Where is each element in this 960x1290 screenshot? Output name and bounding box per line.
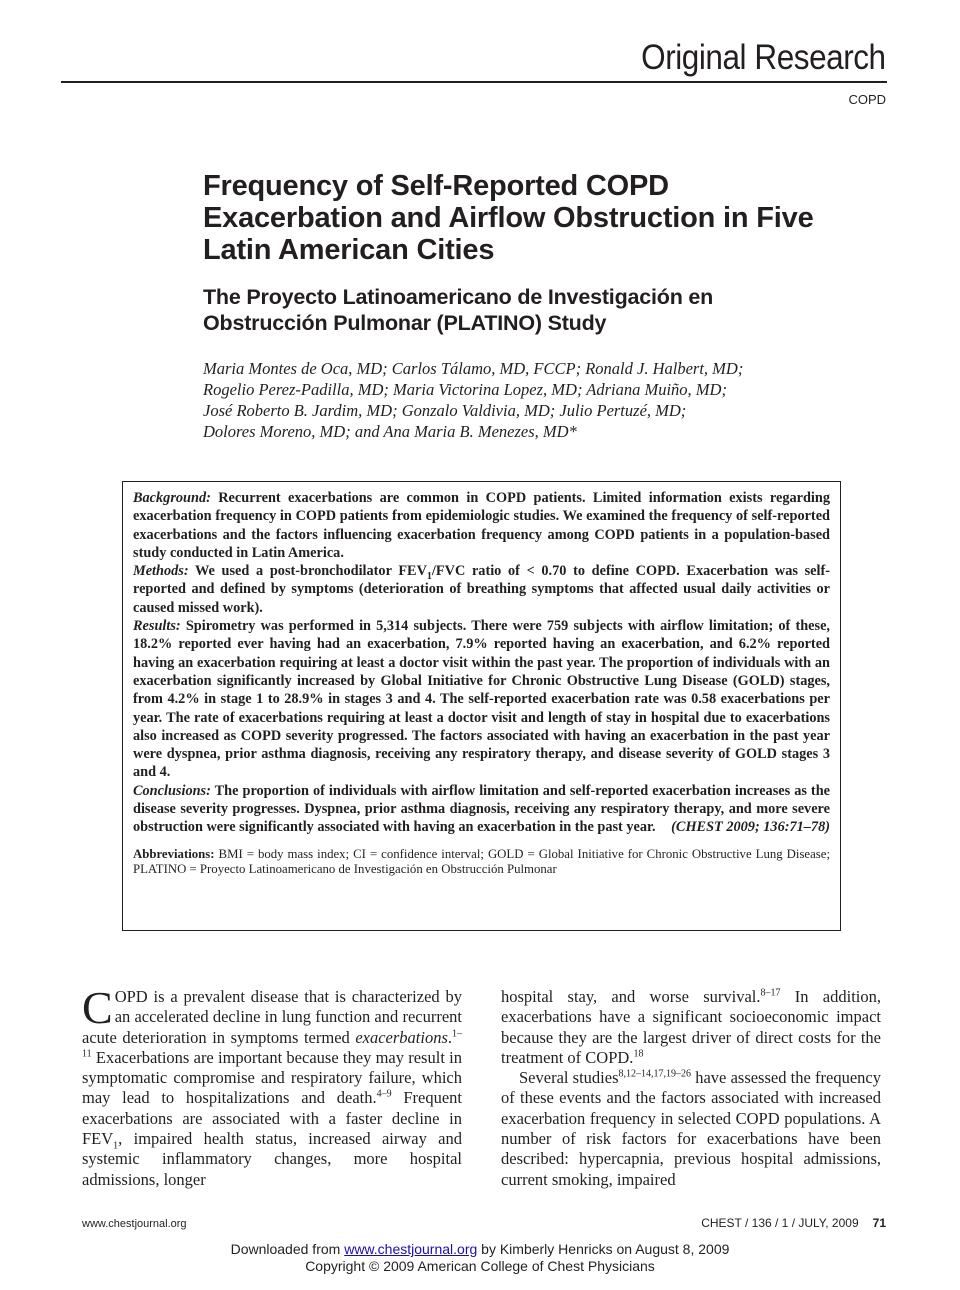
author-line: Maria Montes de Oca, MD; Carlos Tálamo, MD, FCCP; Ronald J. Halbert, MD; [203, 359, 744, 378]
body-column-left [82, 982, 462, 1190]
abstract-conclusions [133, 782, 830, 837]
body-paragraph [501, 987, 881, 1068]
author-line: Rogelio Perez-Padilla, MD; Maria Victorina Lopez, MD; Adriana Muiño, MD; [203, 380, 727, 399]
background-text: Recurrent exacerbations are common in COPD patients. Limited information exists regarding exacerbation frequency in COPD patients from epidemiologic studies. We examined the frequency of self-reported exacerbations and the factors influencing exacerbation frequency among COPD patients in a population-based study conducted in Latin America. [133, 490, 830, 561]
section-label: Original Research [641, 38, 886, 77]
article-title: Frequency of Self-Reported COPD Exacerbation and Airflow Obstruction in Five Latin American Cities [203, 170, 814, 266]
body-text: In addition, exacerbations have a significant socioeconomic impact because they are the largest driver of direct costs for the treatment of COPD. [501, 987, 881, 1067]
body-paragraph [501, 1068, 881, 1190]
body-paragraph [82, 982, 462, 1190]
body-column-right [501, 987, 881, 1190]
body-text: Several studies [519, 1068, 619, 1088]
body-text: hospital stay, and worse survival. [501, 987, 761, 1006]
reference-superscript: 4–9 [376, 1088, 392, 1100]
methods-subscript: 1 [426, 571, 432, 583]
header-rule [61, 81, 887, 83]
body-text: OPD is a prevalent disease that is characterized by an accelerated decline in lung function and recurrent acute deterioration in symptoms termed [82, 987, 462, 1047]
copyright-line: Copyright © 2009 American College of Chest Physicians [305, 1258, 655, 1274]
conclusions-text: The proportion of individuals with airflow limitation and self-reported exacerbation increases as the disease severity progresses. Dyspnea, prior asthma diagnosis, receiving any respiratory therapy, and more severe obstruction were significantly associated with having an exacerbation in the past year. [133, 782, 830, 836]
page-number: 71 [872, 1216, 886, 1230]
abstract-methods [133, 562, 830, 617]
body-emphasis: exacerbations [355, 1027, 448, 1047]
footer-url[interactable]: www.chestjournal.org [82, 1218, 187, 1230]
reference-superscript: 8,12–14,17,19–26 [618, 1068, 692, 1080]
journal-issue: CHEST / 136 / 1 / JULY, 2009 [701, 1216, 859, 1230]
abstract-results [133, 617, 830, 782]
download-line [0, 1241, 960, 1258]
background-label: Background: [133, 490, 211, 506]
body-text: . [447, 1027, 452, 1047]
download-text: by Kimberly Henricks on August 8, 2009 [477, 1241, 730, 1257]
abbreviations [133, 847, 830, 878]
body-text: , impaired health status, increased airway and systemic inflammatory changes, more hospital admissions, longer [82, 1129, 462, 1189]
author-list [203, 358, 823, 442]
footer-journal-info [701, 1216, 886, 1230]
methods-text: We used a post-bronchodilator FEV [188, 563, 427, 580]
reference-superscript: 8–17 [760, 987, 781, 999]
results-text: Spirometry was performed in 5,314 subjects. There were 759 subjects with airflow limitation; of these, 18.2% reported ever having had an exacerbation, 7.9% reported having an exacerbation, and 6.2% reported having an exacerbation requiring at least a doctor visit within the past year. The proportion of individuals with an exacerbation significantly increased by Global Initiative for Chronic Obstructive Lung Disease (GOLD) stages, from 4.2% in stage 1 to 28.9% in stages 3 and 4. The self-reported exacerbation rate was 0.58 exacerbations per year. The rate of exacerbations requiring at least a doctor visit and length of stay in hospital due to exacerbations also increased as COPD severity progressed. The factors associated with having an exacerbation in the past year were dyspnea, prior asthma diagnosis, receiving any respiratory therapy, and disease severity of GOLD stages 3 and 4. [133, 618, 830, 781]
reference-superscript: 18 [633, 1048, 644, 1060]
download-text: Downloaded from [230, 1241, 345, 1257]
conclusions-label: Conclusions: [133, 782, 211, 799]
results-label: Results: [133, 618, 181, 635]
abbreviations-text: BMI = body mass index; CI = confidence interval; GOLD = Global Initiative for Chronic Obstructive Lung Disease; PLATINO = Proyecto Latinoamericano de Investigación en Obstrucción Pulmonar [133, 846, 830, 877]
subscript: 1 [113, 1140, 119, 1152]
download-notice [0, 1241, 960, 1275]
abstract-box [122, 481, 841, 931]
article-subtitle: The Proyecto Latinoamericano de Investigación en Obstrucción Pulmonar (PLATINO) Study [203, 285, 714, 335]
author-line: Dolores Moreno, MD; and Ana Maria B. Menezes, MD* [203, 422, 577, 441]
abbreviations-label: Abbreviations: [133, 846, 215, 861]
download-link[interactable]: www.chestjournal.org [344, 1241, 478, 1257]
citation: (CHEST 2009; 136:71–78) [671, 819, 830, 836]
drop-cap: C [82, 982, 113, 1033]
topic-label: COPD [848, 92, 886, 107]
author-line: José Roberto B. Jardim, MD; Gonzalo Valdivia, MD; Julio Pertuzé, MD; [203, 401, 687, 420]
methods-label: Methods: [133, 563, 189, 580]
abstract-background [133, 489, 830, 562]
body-text: have assessed the frequency of these events and the factors associated with increased exacerbation frequency in selected COPD populations. A number of risk factors for exacerbations have been described: hypercapnia, previous hospital admissions, current smoking, impaired [501, 1068, 881, 1189]
methods-text-cont: /FVC ratio of < 0.70 to define COPD. Exacerbation was self-reported and defined by symptoms (deterioration of breathing symptoms that affected usual daily activities or caused missed work). [133, 563, 830, 616]
reference-superscript: 1–11 [82, 1028, 462, 1060]
body-text: Exacerbations are important because they may result in symptomatic compromise and respiratory failure, which may lead to hospitalizations and death. [82, 1047, 462, 1108]
body-text: Frequent exacerbations are associated with a faster decline in FEV [82, 1088, 462, 1149]
